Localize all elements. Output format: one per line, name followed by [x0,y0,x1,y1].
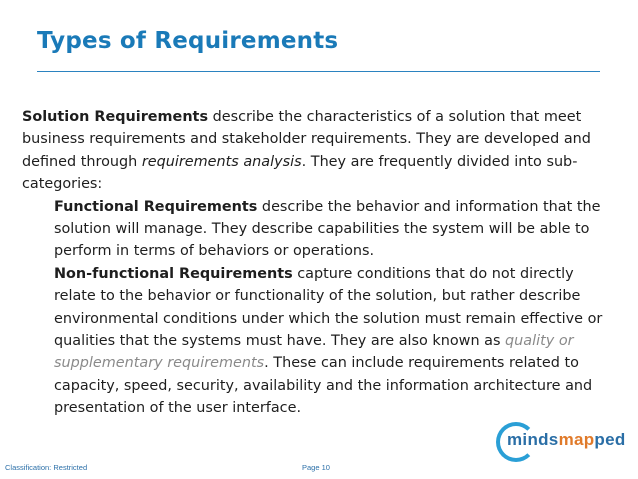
title-divider [37,71,600,72]
intro-paragraph [22,106,612,196]
quality-term: quality or supplementary requirements [54,333,574,372]
slide-title: Types of Requirements [37,28,339,54]
intro-text-2: . They are frequently divided into sub-categories: [22,153,578,193]
logo-text-part-3: ped [594,430,626,449]
functional-text: describe the behavior and information that the solution will manage. They describe capabilities the system will be able to perform in terms of behaviors or operations. [54,198,601,260]
classification-label: Classification: Restricted [5,463,88,472]
slide-body [22,106,612,420]
logo-text-part-1: minds [507,430,559,449]
intro-term: Solution Requirements [22,109,209,125]
intro-text-1: describe the characteristics of a solution that meet business requirements and stakeholder requirements. They are developed and defined through [22,109,591,170]
nonfunctional-text-2: . These can include requirements related to capacity, speed, security, availability and the information architecture and presentation of the user interface. [54,355,593,417]
page-number: Page 10 [302,463,330,472]
logo-text-part-2: map [558,430,595,449]
functional-paragraph [54,196,612,263]
logo-text [507,430,626,450]
nonfunctional-text-1: capture conditions that do not directly relate to the behavior or functionality of the solution, but rather describe environmental conditions under which the solution must remain effective or qualities that the systems must have. They are also known as [54,265,603,350]
mindsmapped-logo [496,420,632,468]
functional-term: Functional Requirements [54,198,258,215]
intro-italic: requirements analysis [141,153,302,170]
nonfunctional-term: Non-functional Requirements [54,265,293,282]
nonfunctional-paragraph [54,263,612,420]
